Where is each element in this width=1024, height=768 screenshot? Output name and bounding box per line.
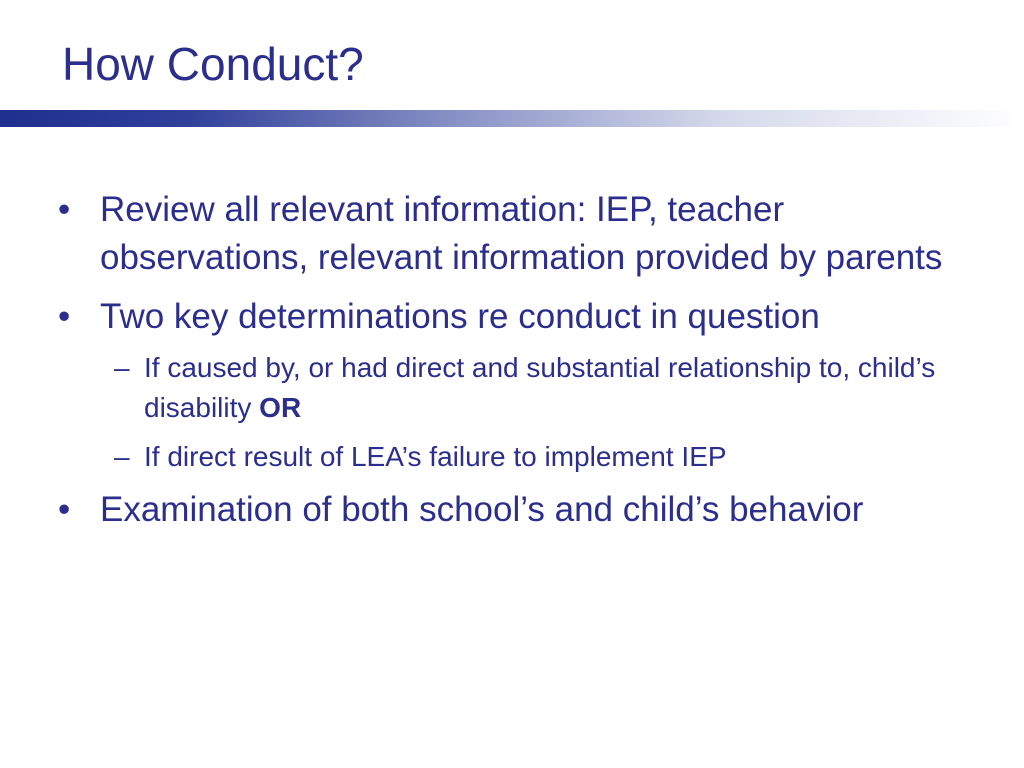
sub-bullet-marker: – — [114, 352, 130, 383]
sub-bullet-text: If direct result of LEA’s failure to implement IEP — [144, 441, 727, 472]
bullet-item — [58, 186, 958, 282]
title-underline-rule — [0, 110, 1024, 127]
bullet-item — [58, 293, 958, 341]
sub-bullet-marker: – — [114, 441, 130, 472]
bullet-text: Review all relevant information: IEP, teacher observations, relevant information provided by parents — [100, 190, 943, 277]
sub-bullet-emphasis: OR — [259, 392, 302, 423]
bullet-marker: • — [58, 490, 71, 529]
bullet-list — [58, 186, 958, 545]
bullet-item — [58, 486, 958, 534]
sub-bullet-item — [58, 348, 958, 428]
sub-bullet-item — [58, 437, 958, 477]
bullet-text: Two key determinations re conduct in question — [100, 297, 820, 336]
bullet-text: Examination of both school’s and child’s behavior — [100, 490, 864, 529]
sub-bullet-list — [58, 348, 958, 477]
slide-title: How Conduct? — [62, 38, 364, 90]
bullet-marker: • — [58, 190, 71, 229]
bullet-marker: • — [58, 297, 71, 336]
sub-bullet-text: If caused by, or had direct and substantial relationship to, child’s disability — [144, 352, 936, 423]
